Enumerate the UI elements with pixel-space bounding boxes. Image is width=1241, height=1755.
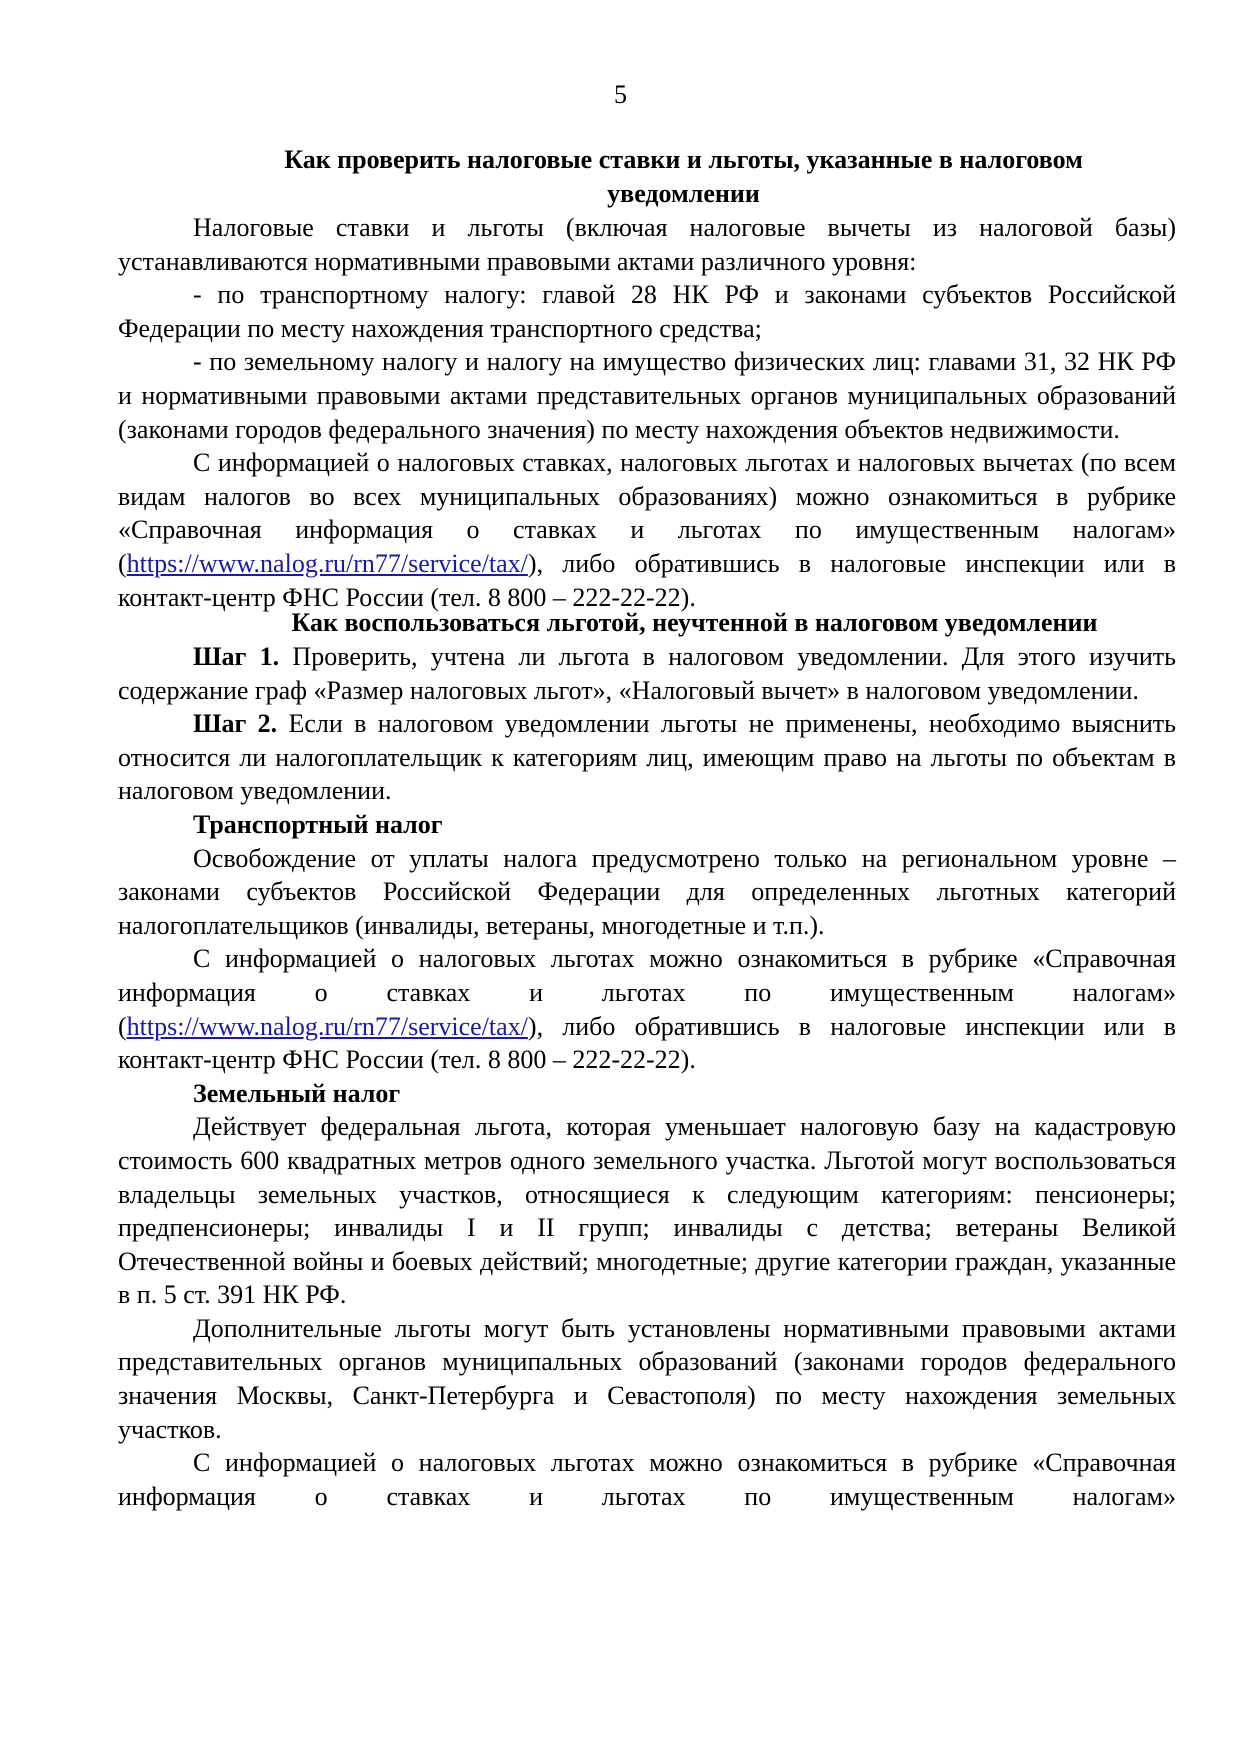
paragraph-text: С информацией о налоговых ставках, налоговых льготах и налоговых вычетах (по всем видам налогов во всех муниципальных образованиях) можно ознакомиться в рубрике «Справочная информация о ставках и льготах по имущественным налогам» ( [118,448,1176,578]
subheading-land-tax: Земельный налог [193,1078,401,1108]
section-rates [118,143,1176,614]
tax-info-link[interactable]: https://www.nalog.ru/rn77/service/tax/ [126,1011,528,1041]
section-benefits [118,606,1176,1513]
paragraph [118,942,1176,1076]
section-heading: Как проверить налоговые ставки и льготы, указанные в налоговом уведомлении [284,145,1083,208]
section-heading: Как воспользоваться льготой, неучтенной в налоговом уведомлении [291,608,1098,637]
paragraph: Дополнительные льготы могут быть установлены нормативными правовыми актами представительных органов муниципальных образований (законами городов федерального значения Москвы, Санкт-Петербурга и Севастополя) по месту нахождения земельных участков. [118,1313,1176,1444]
paragraph: Освобождение от уплаты налога предусмотрено только на региональном уровне – законами субъектов Российской Федерации для определенных льготных категорий налогоплательщиков (инвалиды, ветераны, многодетные и т.п.). [118,843,1176,940]
step-paragraph [118,707,1176,808]
paragraph [118,446,1176,614]
paragraph-text: ), либо обратившись в налоговые инспекции или в контакт-центр ФНС России (тел. 8 800 – 222-22-22). [118,548,1176,612]
paragraph: С информацией о налоговых льготах можно ознакомиться в рубрике «Справочная информация о ставках и льготах по имущественным налогам» [118,1448,1176,1511]
paragraph: - по транспортному налогу: главой 28 НК РФ и законами субъектов Российской Федерации по месту нахождения транспортного средства; [118,280,1176,343]
paragraph-text: С информацией о налоговых льготах можно ознакомиться в рубрике «Справочная информация о ставках и льготах по имущественным налогам» ( [118,944,1176,1041]
step-label: Шаг 1. [193,642,280,671]
page-number: 5 [614,80,627,109]
tax-info-link[interactable]: https://www.nalog.ru/rn77/service/tax/ [126,548,528,578]
step-text: Проверить, учтена ли льгота в налоговом уведомлении. Для этого изучить содержание граф «Размер налоговых льгот», «Налоговый вычет» в налоговом уведомлении. [118,642,1177,705]
step-label: Шаг 2. [193,709,278,739]
step-text: Если в налоговом уведомлении льготы не применены, необходимо выяснить относится ли налогоплательщик к категориям лиц, имеющим право на льготы по объектам в налоговом уведомлении. [118,709,1176,806]
paragraph: Налоговые ставки и льготы (включая налоговые вычеты из налоговой базы) устанавливаются нормативными правовыми актами различного уровня: [118,213,1176,276]
paragraph: Действует федеральная льгота, которая уменьшает налоговую базу на кадастровую стоимость 600 квадратных метров одного земельного участка. Льготой могут воспользоваться владельцы земельных участков, относящиеся к следующим категориям: пенсионеры; предпенсионеры; инвалиды I и II групп; инвалиды с детства; ветераны Великой Отечественной войны и боевых действий; многодетные; другие категории граждан, указанные в п. 5 ст. 391 НК РФ. [118,1112,1176,1310]
step-paragraph [118,640,1176,707]
paragraph: - по земельному налогу и налогу на имущество физических лиц: главами 31, 32 НК РФ и нормативными правовыми актами представительных органов муниципальных образований (законами городов федерального значения) по месту нахождения объектов недвижимости. [118,347,1176,444]
subheading-transport-tax: Транспортный налог [193,809,443,839]
paragraph-text: ), либо обратившись в налоговые инспекции или в контакт-центр ФНС России (тел. 8 800 – 222-22-22). [118,1011,1176,1075]
